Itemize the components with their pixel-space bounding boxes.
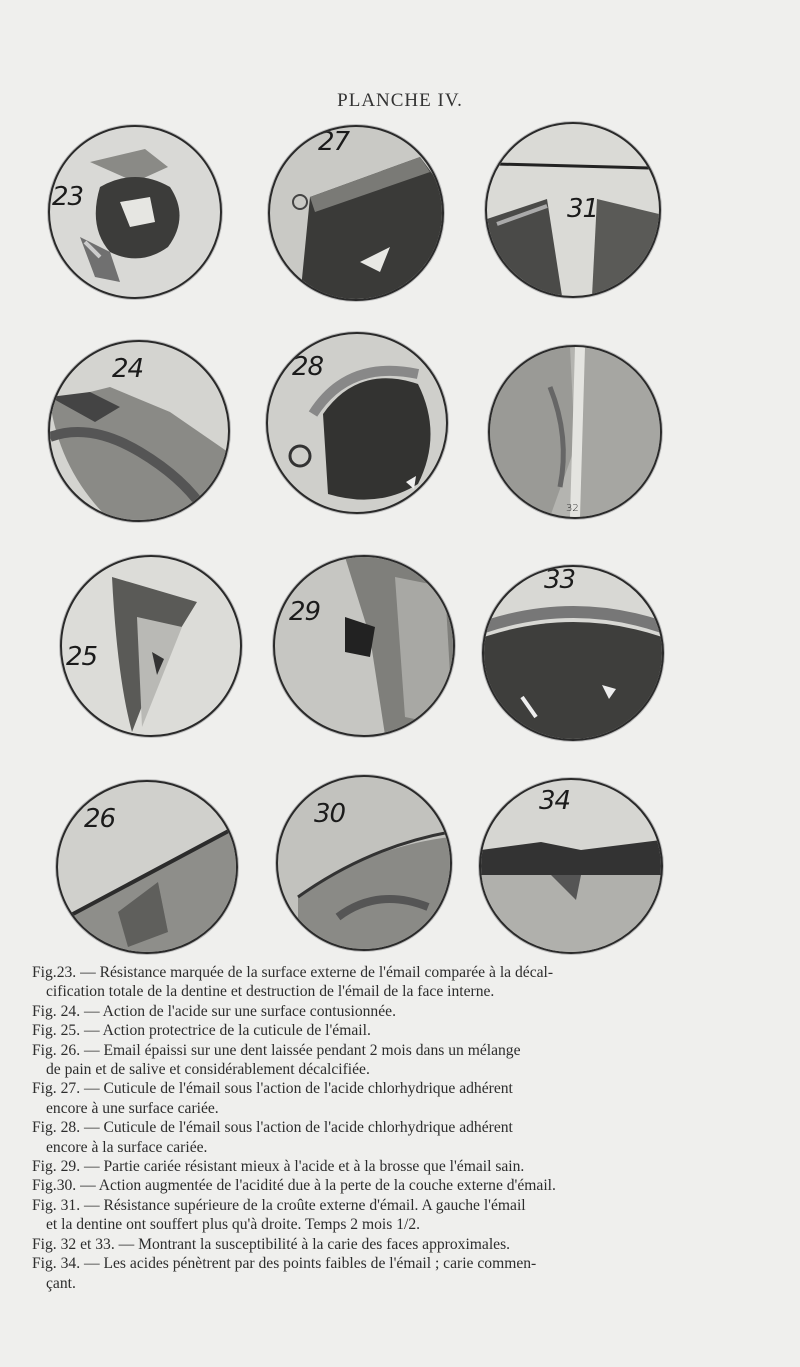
caption-fig-29 (32, 1157, 672, 1176)
caption-line: Fig. 28. — Cuticule de l'émail sous l'action de l'acide chlorhydrique adhérent (32, 1119, 513, 1137)
figure-number-34: 34 (539, 786, 571, 816)
figure-number-26: 26 (84, 804, 116, 834)
caption-fig-30 (32, 1176, 672, 1195)
figure-number-29: 29 (289, 597, 321, 627)
caption-line: Fig. 25. — Action protectrice de la cuticule de l'émail. (32, 1022, 371, 1040)
figure-25 (60, 555, 242, 737)
caption-continuation: çant. (46, 1274, 76, 1292)
caption-fig-26 (32, 1041, 672, 1080)
micrograph-29 (275, 557, 453, 735)
micrograph-32 (490, 347, 660, 517)
caption-fig-25 (32, 1021, 672, 1040)
caption-fig-28 (32, 1118, 672, 1157)
caption-line: Fig. 29. — Partie cariée résistant mieux à l'acide et à la brosse que l'émail sain. (32, 1158, 525, 1176)
caption-line: Fig. 34. — Les acides pénètrent par des points faibles de l'émail ; carie commen- (32, 1255, 537, 1273)
figure-24 (48, 340, 230, 522)
figure-26 (56, 780, 238, 954)
figure-29 (273, 555, 455, 737)
plate-title: PLANCHE IV. (337, 90, 463, 111)
caption-fig-34 (32, 1254, 672, 1293)
caption-line: Fig.23. — Résistance marquée de la surface externe de l'émail comparée à la décal- (32, 964, 554, 981)
figure-number-25: 25 (66, 642, 98, 672)
caption-fig-23 (32, 963, 672, 1002)
micrograph-30 (278, 777, 450, 949)
caption-fig-27 (32, 1079, 672, 1118)
caption-fig-24 (32, 1002, 672, 1021)
figure-33 (482, 565, 664, 741)
figure-32 (488, 345, 662, 519)
caption-continuation: et la dentine ont souffert plus qu'à droite. Temps 2 mois 1/2. (46, 1216, 421, 1234)
figure-28 (266, 332, 448, 514)
figure-number-23: 23 (52, 182, 84, 212)
caption-fig-32-33 (32, 1235, 672, 1254)
figure-number-27: 27 (318, 127, 350, 157)
figure-number-24: 24 (112, 354, 144, 384)
caption-fig-31 (32, 1196, 672, 1235)
caption-line: Fig. 32 et 33. — Montrant la susceptibilité à la carie des faces approximales. (32, 1235, 511, 1253)
micrograph-27 (270, 127, 442, 299)
figure-number-30: 30 (314, 799, 346, 829)
caption-line: Fig. 24. — Action de l'acide sur une surface contusionnée. (32, 1002, 396, 1020)
figure-number-33: 33 (544, 565, 576, 595)
figure-number-31: 31 (567, 194, 599, 224)
caption-line: Fig. 26. — Email épaissi sur une dent laissée pendant 2 mois dans un mélange (32, 1041, 521, 1059)
figure-23 (48, 125, 222, 299)
caption-block (32, 963, 672, 1293)
caption-continuation: cification totale de la dentine et destruction de l'émail de la face interne. (46, 983, 495, 1001)
caption-continuation: encore à une surface cariée. (46, 1099, 219, 1117)
figure-27 (268, 125, 444, 301)
caption-continuation: encore à la surface cariée. (46, 1138, 208, 1156)
figure-number-28: 28 (292, 352, 324, 382)
micrograph-23 (50, 127, 220, 297)
caption-line: Fig. 27. — Cuticule de l'émail sous l'action de l'acide chlorhydrique adhérent (32, 1080, 513, 1098)
caption-line: Fig. 31. — Résistance supérieure de la croûte externe d'émail. A gauche l'émail (32, 1196, 526, 1214)
figure-31 (485, 122, 661, 298)
figure-30 (276, 775, 452, 951)
figure-number-32: 32 (566, 503, 579, 514)
caption-continuation: de pain et de salive et considérablement décalcifiée. (46, 1061, 370, 1079)
caption-line: Fig.30. — Action augmentée de l'acidité due à la perte de la couche externe d'émail. (32, 1177, 556, 1195)
micrograph-34 (481, 780, 661, 952)
figure-34 (479, 778, 663, 954)
